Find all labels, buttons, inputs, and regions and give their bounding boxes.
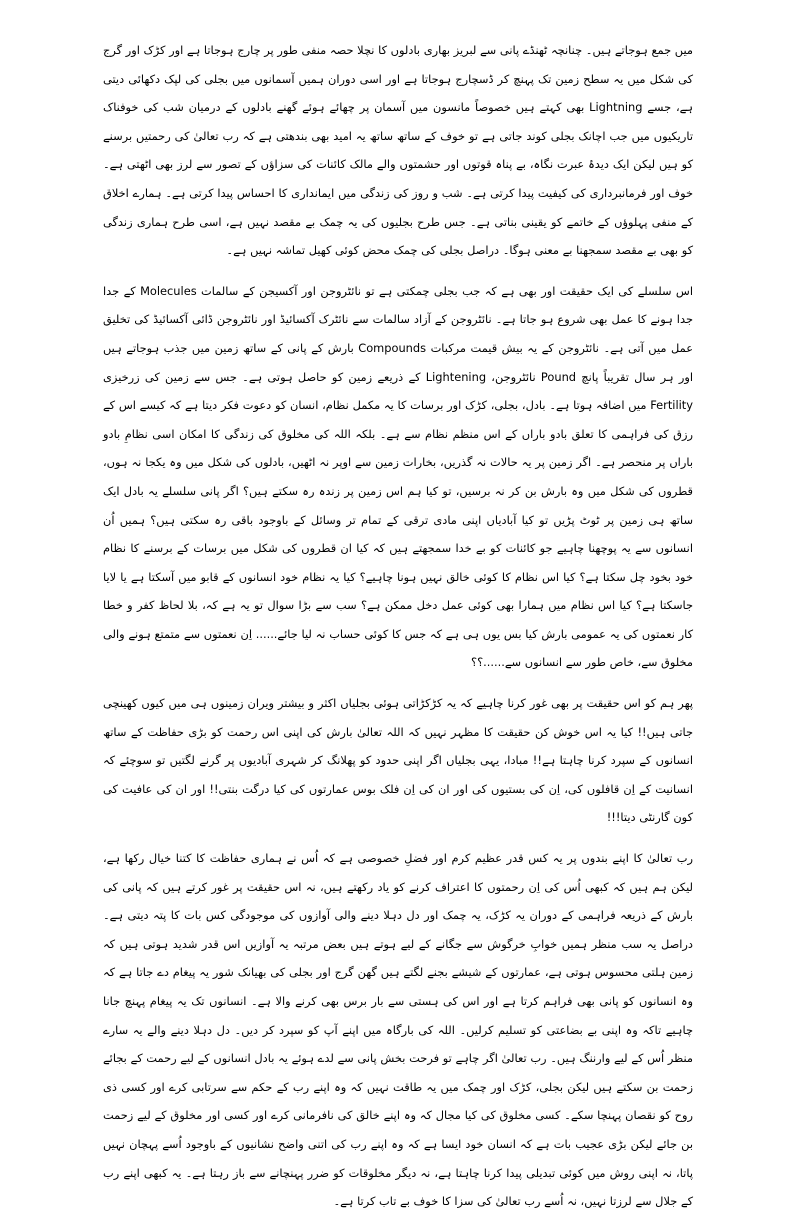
document-body [103, 36, 693, 1228]
paragraph-lightning-discharge: میں جمع ہوجاتے ہیں۔ چنانچہ ٹھنڈے پانی سے لبریز بھاری بادلوں کا نچلا حصہ منفی طور پر چارج ہوجاتا ہے اور کڑک اور گرج کی شکل میں یہ سطح زمین تک پہنچ کر ڈسچارج ہوجاتا ہے اور اسی دوران ہمیں آسمانوں میں بجلی کی لپک دکھائی دیتی ہے، جسے Lightning بھی کہتے ہیں خصوصاً مانسون میں آسمان پر چھائے ہوئے گھنے بادلوں کے درمیان شب کی خوفناک تاریکیوں میں جب اچانک بجلی کوند جاتی ہے تو خوف کے ساتھ ساتھ یہ امید بھی بندھتی ہے کہ رب تعالیٰ کی رحمتیں برسنے کو ہیں لیکن ایک دیدۂ عبرت نگاہ، بے پناہ قوتوں اور حشمتوں والے مالک کائنات کی سزاؤں کے تصور سے لرز بھی اٹھتی ہے۔ خوف اور فرمانبرداری کی کیفیت پیدا کرتی ہے۔ شب و روز کی زندگی میں ایمانداری کا احساس پیدا کرتی ہے۔ ہمارے اخلاق کے منفی پہلوؤں کے خاتمے کو یقینی بناتی ہے۔ جس طرح بجلیوں کی یہ چمک بے مقصد نہیں ہے، اسی طرح ہماری زندگی کو بھی بے مقصد سمجھنا بے معنی ہوگا۔ دراصل بجلی کی چمک محض کوئی کھیل تماشہ نہیں ہے۔ [103, 43, 693, 258]
paragraph-divine-mercy: رب تعالیٰ کا اپنے بندوں پر یہ کس قدر عظیم کرم اور فضلِ خصوصی ہے کہ اُس نے ہماری حفاظت کا کتنا خیال رکھا ہے، لیکن ہم ہیں کہ کبھی اُس کی اِن رحمتوں کا اعتراف کرنے کو یاد رکھتے ہیں، نہ اس حقیقت پر غور کرتے ہیں کہ پانی کی بارش کے ذریعہ فراہمی کے دوران یہ کڑک، یہ چمک اور دل دہلا دینے والی آوازوں کی موجودگی کس بات کا پتہ دیتی ہے۔ دراصل یہ سب منظر ہمیں خوابِ خرگوش سے جگانے کے لیے ہوتے ہیں بعض مرتبہ یہ آوازیں اس قدر شدید ہوتی ہیں کہ زمین ہلتی محسوس ہوتی ہے، عمارتوں کے شیشے بجنے لگتے ہیں گھن گرج اور بجلی کی بھیانک شور یہ پیغام دے جاتا ہے کہ وہ انسانوں کو پانی بھی فراہم کرتا ہے اور اس کی ہستی سے بار برس بھی کرنے والا ہے۔ انسانوں تک یہ پیغام پہنچ جانا چاہیے تاکہ وہ اپنی بے بضاعتی کو تسلیم کرلیں۔ اللہ کی بارگاہ میں اپنے آپ کو سپرد کر دیں۔ دل دہلا دینے والے یہ سارے منظر اُس کے لیے وارننگ ہیں۔ رب تعالیٰ اگر چاہے تو فرحت بخش پانی سے لدے ہوئے یہ بادل انسانوں کے لیے رحمت کے بجائے زحمت بن سکتے ہیں لیکن بجلی، کڑک اور چمک میں یہ طاقت نہیں کہ وہ اپنے رب کے حکم سے سرتابی کرے اور کسی ذی روح کو نقصان پہنچا سکے۔ کسی مخلوق کی کیا مجال کہ وہ اپنے خالق کی نافرمانی کرے اور کسی اور مخلوق کے لیے زحمت بن جائے لیکن بڑی عجیب بات ہے کہ انسان خود ایسا ہے کہ وہ اپنے رب کی اتنی واضح نشانیوں کے باوجود اُسے پہچان نہیں پاتا، نہ اپنی روش میں کوئی تبدیلی پیدا کرنا چاہتا ہے، نہ دیگر مخلوقات کو ضرر پہنچانے سے باز رہتا ہے۔ یہ کبھی اپنے رب کے جلال سے لرزتا نہیں، نہ اُسے رب تعالیٰ کی سزا کا خوف بے تاب کرتا ہے۔ [103, 851, 693, 1209]
paragraph-barren-lands: پھر ہم کو اس حقیقت پر بھی غور کرنا چاہیے کہ یہ کڑکڑاتی ہوئی بجلیاں اکثر و بیشتر ویران زمینوں ہی میں کیوں کھینچی جاتی ہیں!! کیا یہ اس خوش کن حقیقت کا مظہر نہیں کہ اللہ تعالیٰ بارش کی اپنی اس رحمت کو بڑی حفاظت کے ساتھ انسانوں کے سپرد کرنا چاہتا ہے!! مبادا، یہی بجلیاں اگر اپنی حدود کو پھلانگ کر شہری آبادیوں پر گرنے لگتیں تو سوچئے کہ انسانیت کے اِن قافلوں کی، اِن کی بستیوں کی اور ان کی اِن فلک بوس عمارتوں کی کیا درگت بنتی!! اور ان کی عافیت کی کون گارنٹی دیتا!!! [103, 696, 693, 825]
paragraph-nitrogen-fixation: اس سلسلے کی ایک حقیقت اور بھی ہے کہ جب بجلی چمکتی ہے تو نائٹروجن اور آکسیجن کے سالمات Molecules کے جدا جدا ہونے کا عمل بھی شروع ہو جاتا ہے۔ نائٹروجن کے آزاد سالمات سے نائٹرک آکسائیڈ اور نائٹروجن ڈائی آکسائیڈ کی تخلیق عمل میں آتی ہے۔ نائٹروجن کے یہ بیش قیمت مرکبات Compounds بارش کے پانی کے ساتھ زمین میں جذب ہوجاتے ہیں اور ہر سال تقریباً پانچ Pound نائٹروجن، Lightening کے ذریعے زمین کو حاصل ہوتی ہے۔ جس سے زمین کی زرخیزی Fertility میں اضافہ ہوتا ہے۔ بادل، بجلی، کڑک اور برسات کا یہ مکمل نظام، انسان کو دعوت فکر دیتا ہے کہ کیسے اس کے رزق کی فراہمی کا تعلق بادو باراں کے اس منظم نظام سے ہے۔ بلکہ اللہ کی مخلوق کی زندگی کا امکان اسی نظامِ بادو باراں پر منحصر ہے۔ اگر زمین پر یہ حالات نہ گذریں، بخارات زمین سے اوپر نہ اٹھیں، بادلوں کی شکل میں وہ یکجا نہ ہوں، قطروں کی شکل میں وہ بارش بن کر نہ برسیں، تو کیا ہم اس زمین پر زندہ رہ سکتے ہیں؟ اگر پانی سلسلے یہ بادل ایک ساتھ ہی زمین پر ٹوٹ پڑیں تو کیا آبادیاں اپنی مادی ترقی کے تمام تر وسائل کے باوجود باقی رہ سکتی ہیں؟ ہمیں اُن انسانوں سے یہ پوچھنا چاہیے جو کائنات کو بے خدا سمجھتے ہیں کہ کیا ان قطروں کی شکل میں برسات کے برسنے کا نظام خود بخود چل سکتا ہے؟ کیا اس نظام کا کوئی خالق نہیں ہونا چاہیے؟ کیا یہ نظام خود انسانوں کے قابو میں آسکتا ہے یا لایا جاسکتا ہے؟ کیا اس نظام میں ہمارا بھی کوئی عمل دخل ممکن ہے؟ سب سے بڑا سوال تو یہ ہے کہ، بلا لحاظ کفر و خطا کار نعمتوں کی یہ عمومی بارش کیا بس یوں ہی ہے کہ جس کا کوئی حساب نہ لیا جائے...... اِن نعمتوں سے متمتع ہونے والی مخلوق سے، خاص طور سے انسانوں سے......؟؟ [103, 283, 694, 670]
